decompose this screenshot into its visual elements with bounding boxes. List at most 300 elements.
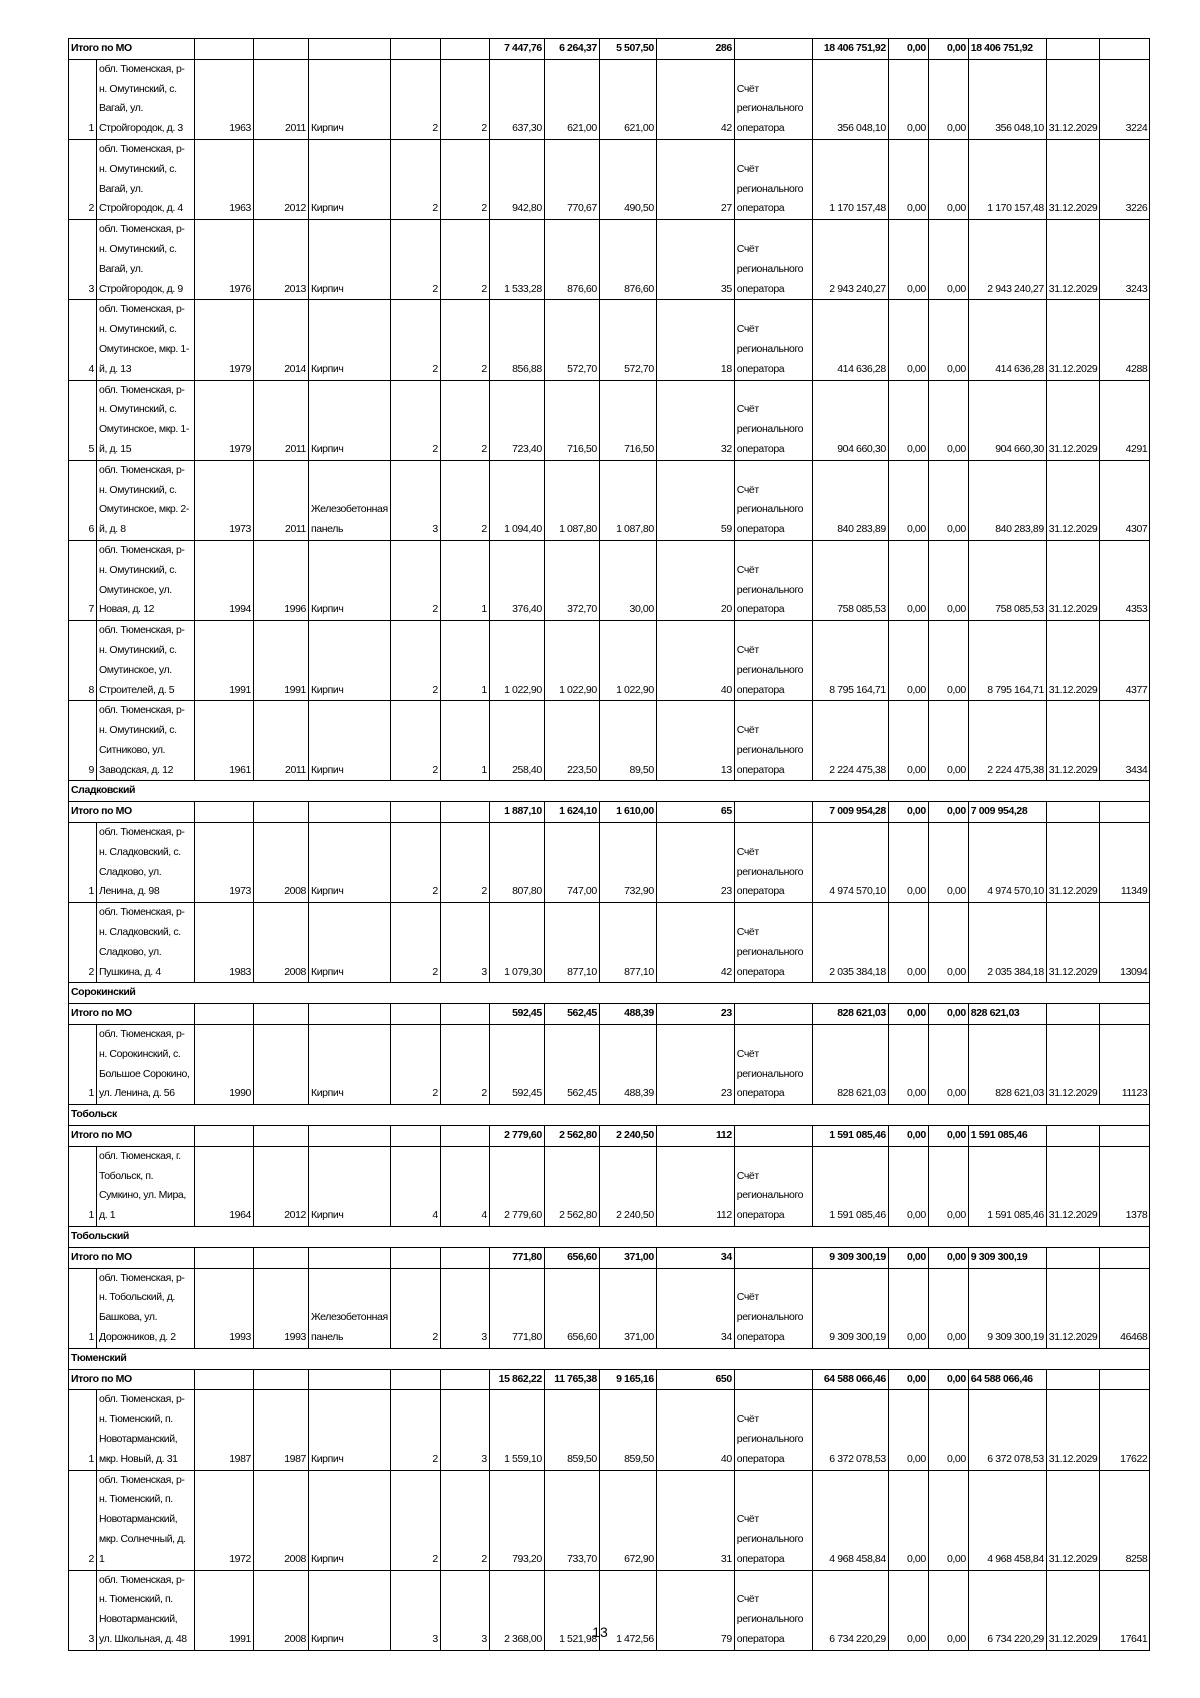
empty-cell [734,39,812,60]
year-built: 1976 [195,220,254,300]
funding-source: Счёт регионального оператора [734,621,812,701]
house-row [69,1146,1150,1226]
zero-2: 0,00 [928,903,968,983]
cost: 4 974 570,10 [812,823,888,903]
total-area-private: 371,00 [599,1247,656,1268]
deadline: 31.12.2029 [1046,220,1100,300]
cost-2: 1 170 157,48 [968,139,1046,219]
year-built: 1991 [195,1570,254,1650]
empty-cell [309,802,391,823]
cost: 6 734 220,29 [812,1570,888,1650]
total-area-private: 1 610,00 [599,802,656,823]
house-code: 3224 [1100,59,1150,139]
cost-2: 356 048,10 [968,59,1046,139]
entrances: 3 [440,1570,489,1650]
floors: 2 [390,621,440,701]
area-living: 621,00 [544,59,599,139]
total-cost-2: 7 009 954,28 [968,802,1046,823]
house-row [69,823,1150,903]
year-repair: 2011 [254,59,309,139]
house-address: обл. Тюменская, р-н. Тобольский, д. Башкова, ул. Дорожников, д. 2 [97,1268,195,1348]
wall-material: Кирпич [309,1146,391,1226]
cost: 9 309 300,19 [812,1268,888,1348]
total-zero-2: 0,00 [928,39,968,60]
section-name: Тюменский [69,1348,1150,1369]
year-repair: 2008 [254,903,309,983]
wall-material: Кирпич [309,903,391,983]
cost: 6 372 078,53 [812,1390,888,1470]
year-built: 1972 [195,1470,254,1570]
house-code: 4353 [1100,540,1150,620]
area-living: 716,50 [544,380,599,460]
section-name: Тобольский [69,1227,1150,1248]
year-built: 1993 [195,1268,254,1348]
area-private: 859,50 [599,1390,656,1470]
total-cost-2: 1 591 085,46 [968,1126,1046,1147]
zero-2: 0,00 [928,823,968,903]
residents: 35 [656,220,734,300]
wall-material: Кирпич [309,380,391,460]
total-residents: 34 [656,1247,734,1268]
house-row [69,1390,1150,1470]
empty-cell [440,1126,489,1147]
total-area-living: 1 624,10 [544,802,599,823]
year-built: 1991 [195,621,254,701]
total-zero-2: 0,00 [928,1369,968,1390]
funding-source: Счёт регионального оператора [734,540,812,620]
register-sheet [68,38,1150,1651]
funding-source: Счёт регионального оператора [734,1146,812,1226]
total-area-total: 1 887,10 [489,802,544,823]
empty-cell [734,1247,812,1268]
floors: 2 [390,300,440,380]
area-total: 1 559,10 [489,1390,544,1470]
year-repair: 2008 [254,1470,309,1570]
section-name: Тобольск [69,1105,1150,1126]
area-total: 637,30 [489,59,544,139]
cost-2: 6 734 220,29 [968,1570,1046,1650]
row-number: 5 [69,380,97,460]
section-header-row [69,781,1150,802]
cost-2: 2 943 240,27 [968,220,1046,300]
residents: 23 [656,1025,734,1105]
area-private: 716,50 [599,380,656,460]
empty-cell [1100,39,1150,60]
total-area-total: 7 447,76 [489,39,544,60]
zero-2: 0,00 [928,380,968,460]
total-zero-1: 0,00 [888,1126,928,1147]
year-repair: 2012 [254,1146,309,1226]
area-total: 856,88 [489,300,544,380]
zero-2: 0,00 [928,540,968,620]
empty-cell [1046,1004,1100,1025]
total-label: Итого по МО [69,1126,195,1147]
zero-1: 0,00 [888,1025,928,1105]
house-address: обл. Тюменская, г. Тобольск, п. Сумкино, ул. Мира, д. 1 [97,1146,195,1226]
cost: 8 795 164,71 [812,621,888,701]
deadline: 31.12.2029 [1046,540,1100,620]
empty-cell [440,1369,489,1390]
year-repair: 2011 [254,460,309,540]
house-row [69,701,1150,781]
area-total: 1 533,28 [489,220,544,300]
wall-material: Железобетонная панель [309,1268,391,1348]
house-address: обл. Тюменская, р-н. Омутинский, с. Омутинское, мкр. 1-й, д. 13 [97,300,195,380]
cost-2: 840 283,89 [968,460,1046,540]
wall-material: Кирпич [309,59,391,139]
area-private: 89,50 [599,701,656,781]
floors: 2 [390,823,440,903]
area-living: 1 022,90 [544,621,599,701]
year-built: 1961 [195,701,254,781]
empty-cell [440,802,489,823]
area-private: 1 087,80 [599,460,656,540]
total-area-living: 6 264,37 [544,39,599,60]
house-row [69,1268,1150,1348]
cost: 1 170 157,48 [812,139,888,219]
empty-cell [1046,1369,1100,1390]
zero-1: 0,00 [888,823,928,903]
residents: 23 [656,823,734,903]
area-living: 572,70 [544,300,599,380]
year-built: 1990 [195,1025,254,1105]
year-repair: 2011 [254,701,309,781]
total-area-private: 488,39 [599,1004,656,1025]
section-name: Сладковский [69,781,1150,802]
deadline: 31.12.2029 [1046,139,1100,219]
zero-1: 0,00 [888,701,928,781]
house-code: 1378 [1100,1146,1150,1226]
area-private: 876,60 [599,220,656,300]
row-number: 2 [69,139,97,219]
total-area-living: 2 562,80 [544,1126,599,1147]
cost: 758 085,53 [812,540,888,620]
total-cost-2: 18 406 751,92 [968,39,1046,60]
row-number: 3 [69,220,97,300]
section-name: Сорокинский [69,983,1150,1004]
empty-cell [1100,1004,1150,1025]
funding-source: Счёт регионального оператора [734,139,812,219]
year-repair: 2014 [254,300,309,380]
house-address: обл. Тюменская, р-н. Омутинский, с. Омутинское, ул. Новая, д. 12 [97,540,195,620]
house-address: обл. Тюменская, р-н. Тюменский, п. Новотарманский, ул. Школьная, д. 48 [97,1570,195,1650]
deadline: 31.12.2029 [1046,1146,1100,1226]
deadline: 31.12.2029 [1046,1570,1100,1650]
house-code: 13094 [1100,903,1150,983]
deadline: 31.12.2029 [1046,701,1100,781]
area-total: 771,80 [489,1268,544,1348]
residents: 32 [656,380,734,460]
house-row [69,903,1150,983]
house-code: 4291 [1100,380,1150,460]
zero-1: 0,00 [888,380,928,460]
total-cost-2: 828 621,03 [968,1004,1046,1025]
total-residents: 23 [656,1004,734,1025]
zero-1: 0,00 [888,621,928,701]
house-address: обл. Тюменская, р-н. Сорокинский, с. Большое Сорокино, ул. Ленина, д. 56 [97,1025,195,1105]
area-private: 572,70 [599,300,656,380]
zero-1: 0,00 [888,59,928,139]
empty-cell [1046,1126,1100,1147]
entrances: 2 [440,380,489,460]
row-number: 9 [69,701,97,781]
area-private: 732,90 [599,823,656,903]
wall-material: Кирпич [309,1390,391,1470]
residents: 40 [656,1390,734,1470]
year-built: 1963 [195,59,254,139]
entrances: 1 [440,540,489,620]
total-area-total: 2 779,60 [489,1126,544,1147]
area-private: 672,90 [599,1470,656,1570]
house-address: обл. Тюменская, р-н. Тюменский, п. Новотарманский, мкр. Солнечный, д. 1 [97,1470,195,1570]
row-number: 2 [69,903,97,983]
deadline: 31.12.2029 [1046,823,1100,903]
empty-cell [254,39,309,60]
zero-2: 0,00 [928,1390,968,1470]
entrances: 2 [440,1025,489,1105]
empty-cell [309,39,391,60]
funding-source: Счёт регионального оператора [734,220,812,300]
cost: 414 636,28 [812,300,888,380]
year-repair: 1987 [254,1390,309,1470]
funding-source: Счёт регионального оператора [734,1025,812,1105]
funding-source: Счёт регионального оператора [734,380,812,460]
house-row [69,460,1150,540]
total-cost: 9 309 300,19 [812,1247,888,1268]
zero-1: 0,00 [888,1390,928,1470]
empty-cell [254,1247,309,1268]
zero-1: 0,00 [888,1146,928,1226]
funding-source: Счёт регионального оператора [734,1268,812,1348]
house-row [69,1470,1150,1570]
empty-cell [254,802,309,823]
area-total: 376,40 [489,540,544,620]
cost-2: 758 085,53 [968,540,1046,620]
empty-cell [440,39,489,60]
house-code: 8258 [1100,1470,1150,1570]
zero-2: 0,00 [928,1268,968,1348]
entrances: 2 [440,823,489,903]
area-living: 859,50 [544,1390,599,1470]
page-number: 13 [592,1624,608,1640]
year-built: 1994 [195,540,254,620]
total-cost: 1 591 085,46 [812,1126,888,1147]
empty-cell [309,1126,391,1147]
area-private: 488,39 [599,1025,656,1105]
year-repair: 2011 [254,380,309,460]
zero-1: 0,00 [888,1570,928,1650]
house-address: обл. Тюменская, р-н. Омутинский, с. Омутинское, мкр. 2-й, д. 8 [97,460,195,540]
entrances: 2 [440,139,489,219]
cost: 2 943 240,27 [812,220,888,300]
group-total-row [69,1004,1150,1025]
funding-source: Счёт регионального оператора [734,1570,812,1650]
year-repair: 2008 [254,823,309,903]
house-address: обл. Тюменская, р-н. Омутинский, с. Вагай, ул. Стройгородок, д. 4 [97,139,195,219]
year-built: 1987 [195,1390,254,1470]
empty-cell [195,1004,254,1025]
group-total-row [69,39,1150,60]
entrances: 1 [440,701,489,781]
year-repair: 1993 [254,1268,309,1348]
total-cost: 828 621,03 [812,1004,888,1025]
house-row [69,1025,1150,1105]
floors: 2 [390,1025,440,1105]
house-code: 11349 [1100,823,1150,903]
zero-2: 0,00 [928,1470,968,1570]
area-total: 2 779,60 [489,1146,544,1226]
total-area-total: 15 862,22 [489,1369,544,1390]
wall-material: Кирпич [309,139,391,219]
house-code: 11123 [1100,1025,1150,1105]
group-total-row [69,1126,1150,1147]
floors: 2 [390,1470,440,1570]
deadline: 31.12.2029 [1046,1470,1100,1570]
group-total-row [69,802,1150,823]
year-built: 1973 [195,460,254,540]
cost-2: 828 621,03 [968,1025,1046,1105]
group-total-row [69,1369,1150,1390]
total-zero-2: 0,00 [928,1126,968,1147]
wall-material: Кирпич [309,300,391,380]
wall-material: Кирпич [309,1025,391,1105]
zero-1: 0,00 [888,139,928,219]
area-total: 942,80 [489,139,544,219]
floors: 2 [390,220,440,300]
row-number: 1 [69,1025,97,1105]
residents: 31 [656,1470,734,1570]
cost: 904 660,30 [812,380,888,460]
cost-2: 9 309 300,19 [968,1268,1046,1348]
house-address: обл. Тюменская, р-н. Омутинский, с. Омутинское, ул. Строителей, д. 5 [97,621,195,701]
row-number: 2 [69,1470,97,1570]
total-area-total: 771,80 [489,1247,544,1268]
empty-cell [1100,1369,1150,1390]
cost-2: 414 636,28 [968,300,1046,380]
funding-source: Счёт регионального оператора [734,1470,812,1570]
zero-1: 0,00 [888,1268,928,1348]
house-address: обл. Тюменская, р-н. Сладковский, с. Сладково, ул. Пушкина, д. 4 [97,903,195,983]
house-row [69,621,1150,701]
total-residents: 112 [656,1126,734,1147]
zero-2: 0,00 [928,1570,968,1650]
empty-cell [390,1369,440,1390]
floors: 2 [390,380,440,460]
residents: 42 [656,903,734,983]
residents: 112 [656,1146,734,1226]
residents: 79 [656,1570,734,1650]
area-total: 807,80 [489,823,544,903]
total-zero-2: 0,00 [928,1004,968,1025]
area-private: 490,50 [599,139,656,219]
house-address: обл. Тюменская, р-н. Тюменский, п. Новотарманский, мкр. Новый, д. 31 [97,1390,195,1470]
zero-1: 0,00 [888,300,928,380]
funding-source: Счёт регионального оператора [734,701,812,781]
area-living: 656,60 [544,1268,599,1348]
wall-material: Кирпич [309,1570,391,1650]
cost-2: 4 968 458,84 [968,1470,1046,1570]
deadline: 31.12.2029 [1046,1390,1100,1470]
empty-cell [1100,1247,1150,1268]
deadline: 31.12.2029 [1046,621,1100,701]
total-zero-2: 0,00 [928,802,968,823]
area-living: 2 562,80 [544,1146,599,1226]
empty-cell [195,1369,254,1390]
floors: 4 [390,1146,440,1226]
floors: 2 [390,139,440,219]
area-living: 877,10 [544,903,599,983]
house-row [69,139,1150,219]
group-total-row [69,1247,1150,1268]
year-built: 1973 [195,823,254,903]
house-code: 4307 [1100,460,1150,540]
total-cost: 18 406 751,92 [812,39,888,60]
year-built: 1979 [195,300,254,380]
zero-1: 0,00 [888,540,928,620]
total-label: Итого по МО [69,1004,195,1025]
area-total: 2 368,00 [489,1570,544,1650]
total-area-living: 656,60 [544,1247,599,1268]
entrances: 2 [440,59,489,139]
total-cost-2: 64 588 066,46 [968,1369,1046,1390]
area-living: 876,60 [544,220,599,300]
section-header-row [69,1348,1150,1369]
row-number: 1 [69,1390,97,1470]
area-living: 1 521,98 [544,1570,599,1650]
house-code: 17622 [1100,1390,1150,1470]
zero-1: 0,00 [888,1470,928,1570]
cost: 4 968 458,84 [812,1470,888,1570]
zero-2: 0,00 [928,701,968,781]
year-repair [254,1025,309,1105]
year-built: 1983 [195,903,254,983]
empty-cell [195,39,254,60]
empty-cell [734,1004,812,1025]
house-address: обл. Тюменская, р-н. Сладковский, с. Сладково, ул. Ленина, д. 98 [97,823,195,903]
year-repair: 1996 [254,540,309,620]
floors: 3 [390,1570,440,1650]
funding-source: Счёт регионального оператора [734,1390,812,1470]
area-private: 30,00 [599,540,656,620]
house-row [69,540,1150,620]
zero-2: 0,00 [928,59,968,139]
zero-2: 0,00 [928,1146,968,1226]
row-number: 4 [69,300,97,380]
row-number: 6 [69,460,97,540]
floors: 2 [390,903,440,983]
area-private: 1 472,56 [599,1570,656,1650]
housing-register-table [68,38,1150,1651]
empty-cell [309,1247,391,1268]
floors: 2 [390,1268,440,1348]
empty-cell [734,1126,812,1147]
house-row [69,380,1150,460]
empty-cell [309,1369,391,1390]
cost-2: 1 591 085,46 [968,1146,1046,1226]
empty-cell [390,1004,440,1025]
total-label: Итого по МО [69,1247,195,1268]
zero-1: 0,00 [888,460,928,540]
cost-2: 4 974 570,10 [968,823,1046,903]
year-repair: 2013 [254,220,309,300]
funding-source: Счёт регионального оператора [734,460,812,540]
total-zero-1: 0,00 [888,802,928,823]
empty-cell [390,1126,440,1147]
total-zero-1: 0,00 [888,1004,928,1025]
row-number: 8 [69,621,97,701]
area-total: 723,40 [489,380,544,460]
entrances: 1 [440,621,489,701]
